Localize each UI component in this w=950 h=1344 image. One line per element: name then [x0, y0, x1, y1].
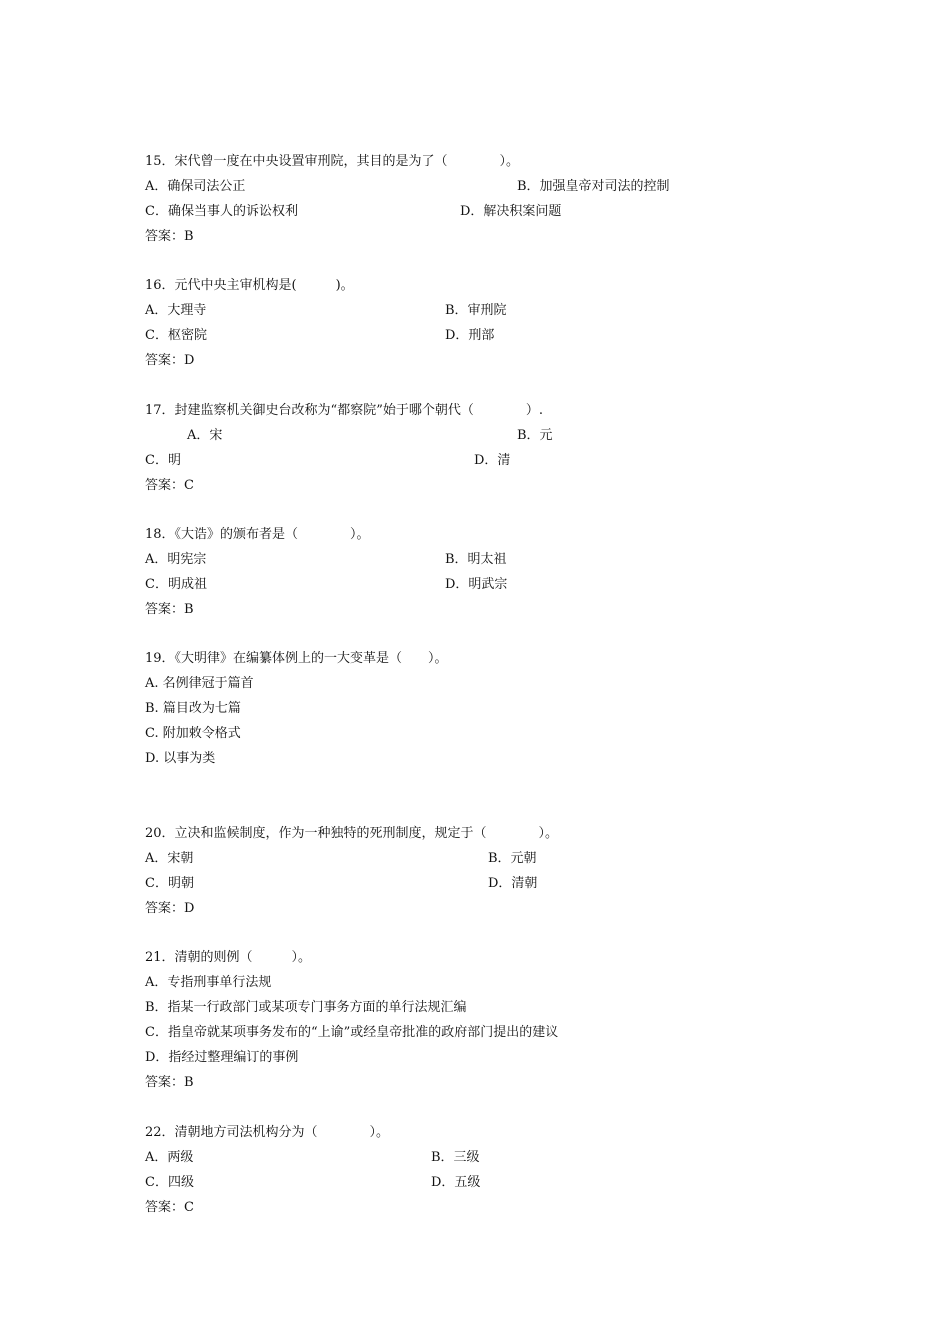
question-18-answer: 答案：B	[145, 602, 194, 617]
question-21-stem: 21．清朝的则例（ ）。	[145, 950, 312, 965]
question-17-option-c: C．明	[145, 453, 181, 468]
question-21-option-d: D．指经过整理编订的事例	[145, 1050, 299, 1065]
question-19-option-c: C. 附加敕令格式	[145, 726, 241, 741]
question-20-option-a: A．宋朝	[145, 851, 194, 866]
question-16-option-b: B．审刑院	[445, 303, 507, 318]
question-20-option-b: B．元朝	[488, 851, 537, 866]
question-15-stem: 15．宋代曾一度在中央设置审刑院，其目的是为了（ ）。	[145, 154, 520, 169]
question-17-answer: 答案：C	[145, 478, 194, 493]
question-17-option-d: D．清	[474, 453, 511, 468]
question-21-option-c: C．指皇帝就某项事务发布的“上谕”或经皇帝批准的政府部门提出的建议	[145, 1025, 559, 1040]
question-22-option-a: A．两级	[145, 1150, 194, 1165]
question-20-option-d: D．清朝	[488, 876, 538, 891]
question-18-stem: 18．《大诰》的颁布者是（ ）。	[145, 527, 370, 542]
question-20-stem: 20．立决和监候制度，作为一种独特的死刑制度，规定于（ ）。	[145, 826, 559, 841]
question-16-stem: 16．元代中央主审机构是( )。	[145, 278, 354, 293]
question-18-option-d: D．明武宗	[445, 577, 508, 592]
question-16-answer: 答案：D	[145, 353, 195, 368]
question-15-option-d: D．解决积案问题	[460, 204, 562, 219]
question-17-option-a: A．宋	[187, 428, 223, 443]
question-22-option-d: D．五级	[431, 1175, 481, 1190]
question-15-option-a: A．确保司法公正	[145, 179, 246, 194]
question-21-option-b: B．指某一行政部门或某项专门事务方面的单行法规汇编	[145, 1000, 467, 1015]
question-22-stem: 22．清朝地方司法机构分为（ ）。	[145, 1125, 390, 1140]
question-18-option-c: C．明成祖	[145, 577, 207, 592]
question-15-option-c: C．确保当事人的诉讼权利	[145, 204, 298, 219]
question-18-option-a: A．明宪宗	[145, 552, 207, 567]
question-19-option-d: D. 以事为类	[145, 751, 216, 766]
question-18-option-b: B．明太祖	[445, 552, 507, 567]
question-15-answer: 答案：B	[145, 229, 194, 244]
question-21-answer: 答案：B	[145, 1075, 194, 1090]
question-16-option-a: A．大理寺	[145, 303, 207, 318]
question-20-option-c: C．明朝	[145, 876, 194, 891]
question-22-option-c: C．四级	[145, 1175, 194, 1190]
question-19-option-a: A. 名例律冠于篇首	[145, 676, 254, 691]
question-19-option-b: B. 篇目改为七篇	[145, 701, 241, 716]
question-16-option-d: D．刑部	[445, 328, 495, 343]
question-21-option-a: A．专指刑事单行法规	[145, 975, 272, 990]
question-20-answer: 答案：D	[145, 901, 195, 916]
question-17-stem: 17．封建监察机关御史台改称为“都察院”始于哪个朝代（ ）.	[145, 403, 543, 418]
question-17-option-b: B．元	[517, 428, 553, 443]
question-15-option-b: B．加强皇帝对司法的控制	[517, 179, 670, 194]
question-22-option-b: B．三级	[431, 1150, 480, 1165]
question-19-stem: 19．《大明律》在编纂体例上的一大变革是（ ）。	[145, 651, 448, 666]
question-22-answer: 答案：C	[145, 1200, 194, 1215]
question-16-option-c: C．枢密院	[145, 328, 207, 343]
